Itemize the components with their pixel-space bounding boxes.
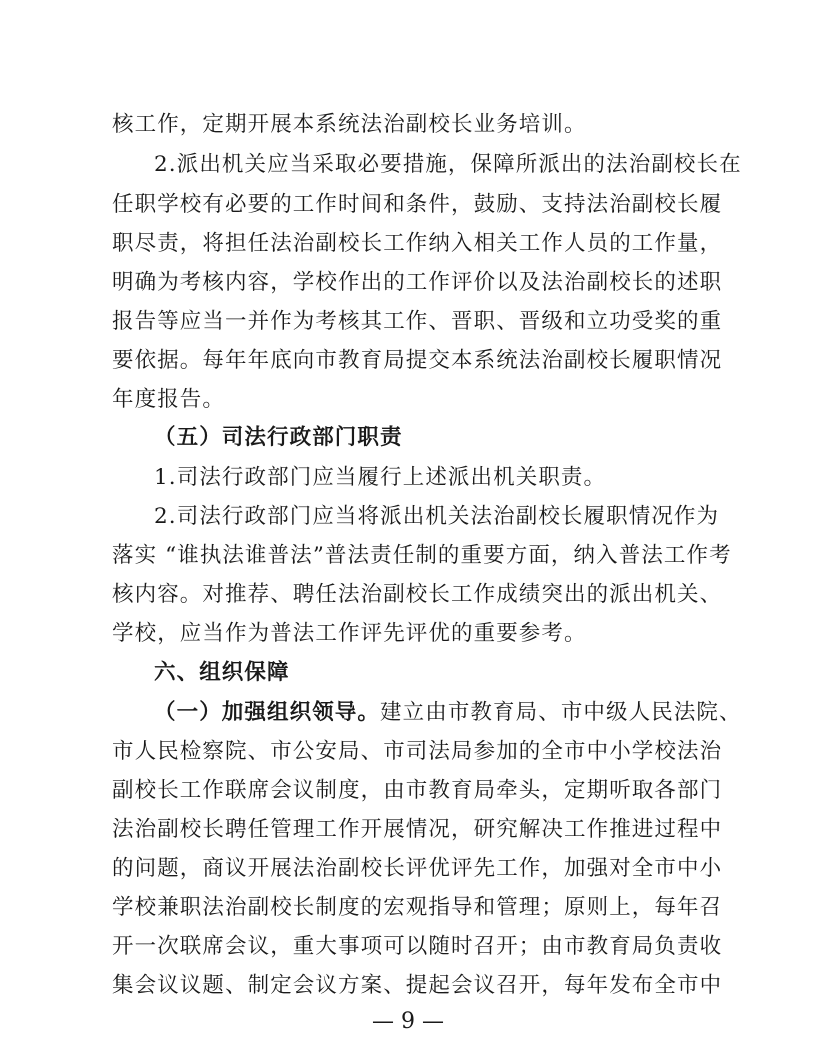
body-line-20: 开一次联席会议，重大事项可以随时召开；由市教育局负责收 xyxy=(112,934,723,959)
body-line-2: 2.派出机关应当采取必要措施，保障所派出的法治副校长在 xyxy=(154,152,742,177)
body-line-4: 职尽责，将担任法治副校长工作纳入相关工作人员的工作量， xyxy=(112,231,723,256)
body-line-6: 报告等应当一并作为考核其工作、晋职、晋级和立功受奖的重 xyxy=(112,309,723,334)
body-line-18: 的问题，商议开展法治副校长评优评先工作，加强对全市中小 xyxy=(112,856,723,881)
body-line-19: 学校兼职法治副校长制度的宏观指导和管理；原则上，每年召 xyxy=(112,895,723,920)
body-line-10: 2.司法行政部门应当将派出机关法治副校长履职情况作为 xyxy=(154,504,720,529)
body-line-7: 要依据。每年年底向市教育局提交本系统法治副校长履职情况 xyxy=(112,348,723,373)
subsection-title: （一）加强组织领导。 xyxy=(154,700,381,725)
page-number: — 9 — xyxy=(372,1009,444,1034)
body-line-16: 副校长工作联席会议制度，由市教育局牵头，定期听取各部门 xyxy=(112,778,723,803)
body-line-17: 法治副校长聘任管理工作开展情况，研究解决工作推进过程中 xyxy=(112,817,723,842)
body-line-5: 明确为考核内容，学校作出的工作评价以及法治副校长的述职 xyxy=(112,270,723,295)
body-line-13: 学校，应当作为普法工作评先评优的重要参考。 xyxy=(112,621,587,646)
body-line-1: 核工作，定期开展本系统法治副校长业务培训。 xyxy=(112,112,587,137)
section-heading-six: 六、组织保障 xyxy=(154,660,290,685)
body-line-14-text: 建立由市教育局、市中级人民法院、 xyxy=(380,700,742,725)
body-line-8: 年度报告。 xyxy=(112,387,226,412)
body-line-9: 1.司法行政部门应当履行上述派出机关职责。 xyxy=(154,465,607,490)
body-line-21: 集会议议题、制定会议方案、提起会议召开，每年发布全市中 xyxy=(112,973,723,998)
body-line-14 xyxy=(154,698,742,728)
body-line-3: 任职学校有必要的工作时间和条件，鼓励、支持法治副校长履 xyxy=(112,192,723,217)
body-line-11: 落实 “谁执法谁普法”普法责任制的重要方面，纳入普法工作考 xyxy=(112,543,732,568)
body-line-15: 市人民检察院、市公安局、市司法局参加的全市中小学校法治 xyxy=(112,739,723,764)
body-line-12: 核内容。对推荐、聘任法治副校长工作成绩突出的派出机关、 xyxy=(112,582,723,607)
section-heading-five: （五）司法行政部门职责 xyxy=(154,425,403,450)
